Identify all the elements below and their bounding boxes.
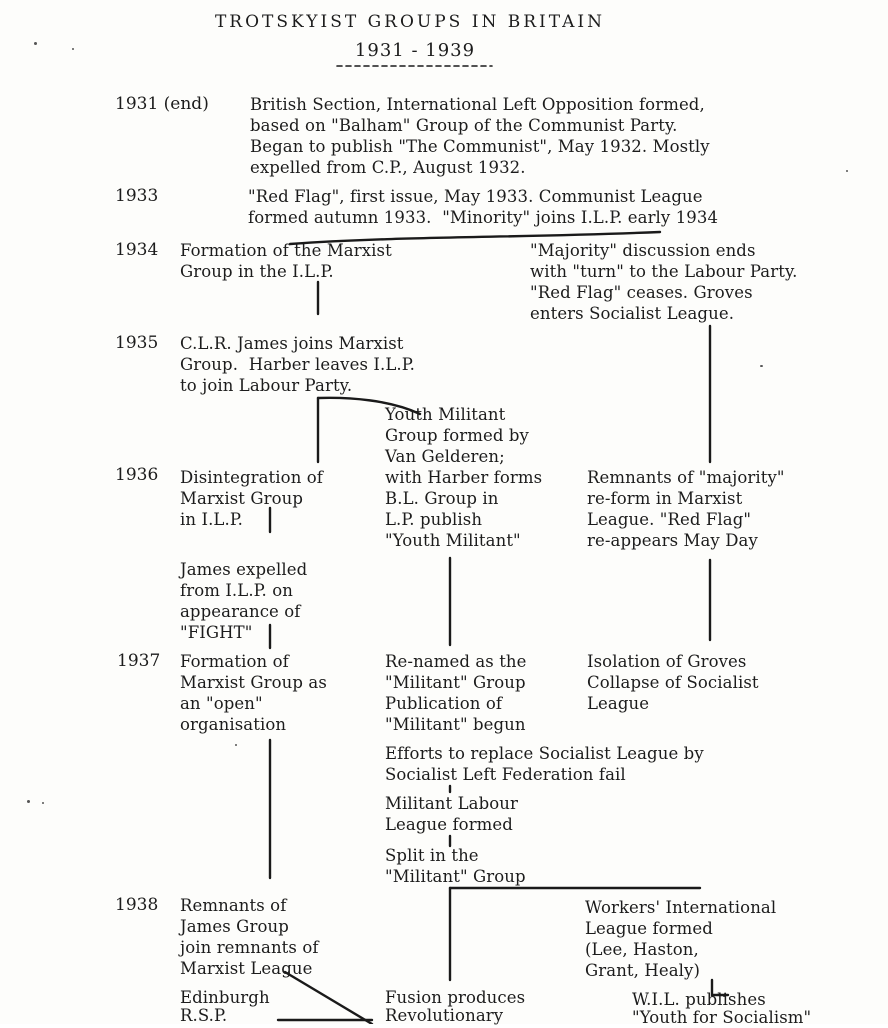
edinburgh-diagonal [285,972,372,1024]
entry-1934-majority: "Majority" discussion ends [530,241,756,260]
entry-1934-marxist-group: Group in the I.L.P. [180,262,334,281]
entry-efforts: Efforts to replace Socialist League by [385,744,704,763]
year-1935: 1935 [115,333,159,353]
page-title: TROTSKYIST GROUPS IN BRITAIN [214,12,606,32]
entry-1937-open-organisation: Formation of [180,652,289,671]
entry-1938-remnants: James Group [180,917,289,936]
entry-james-expelled: appearance of [180,602,301,621]
entry-1936-disintegration: Disintegration of [180,468,324,487]
entry-1937-groves: Collapse of Socialist [587,673,759,692]
entry-youth-militant: Van Gelderen; [385,447,505,466]
entry-youth-militant: "Youth Militant" [385,531,521,550]
entry-edinburgh: R.S.P. [180,1006,228,1025]
entry-1935-james: to join Labour Party. [180,376,353,395]
entry-1938-remnants: Marxist League [180,959,313,978]
entry-james-expelled: from I.L.P. on [180,581,293,600]
entry-1937-militant-group: "Militant" begun [385,715,526,734]
scan-speck [27,800,30,803]
entry-1938-wil: (Lee, Haston, [585,940,699,959]
entry-fusion: Revolutionary [385,1006,504,1025]
entry-1937-open-organisation: organisation [180,715,287,734]
entry-fusion: Fusion produces [385,988,526,1007]
entry-1935-james: Group. Harber leaves I.L.P. [180,355,415,374]
entry-1933-line: formed autumn 1933. "Minority" joins I.L.P. early 1934 [248,208,719,227]
wil-publishes-line [712,980,728,995]
entry-1933-line: "Red Flag", first issue, May 1933. Communist League [248,187,703,206]
scan-speck [42,802,44,804]
entry-youth-militant: B.L. Group in [385,489,499,508]
entry-1938-wil: Grant, Healy) [585,961,700,980]
year-1934: 1934 [115,240,159,260]
scan-speck [72,48,74,50]
scan-speck [846,170,848,172]
entry-1937-groves: League [587,694,650,713]
entry-james-expelled: James expelled [180,560,308,579]
branch-1935 [318,398,420,414]
entry-1937-militant-group: "Militant" Group [385,673,526,692]
entry-1937-open-organisation: Marxist Group as [180,673,327,692]
year-1931: 1931 (end) [115,94,209,114]
entry-efforts: Socialist Left Federation fail [385,765,626,784]
entry-split: Split in the [385,846,479,865]
entry-1934-majority: "Red Flag" ceases. Groves [530,283,753,302]
entry-1938-remnants: Remnants of [180,896,287,915]
entry-1938-remnants: join remnants of [180,938,319,957]
entry-1936-remnants: League. "Red Flag" [587,510,752,529]
entry-1934-majority: enters Socialist League. [530,304,735,323]
entry-1936-disintegration: in I.L.P. [180,510,244,529]
entry-split: "Militant" Group [385,867,526,886]
entry-1938-wil: League formed [585,919,713,938]
scan-speck [760,365,763,367]
year-1936: 1936 [115,465,159,485]
entry-militant-labour-league: Militant Labour [385,794,519,813]
entry-youth-militant: Youth Militant [385,405,506,424]
entry-1931-line: British Section, International Left Opposition formed, [250,95,705,114]
entry-1936-remnants: re-form in Marxist [587,489,743,508]
year-1933: 1933 [115,186,159,206]
entry-youth-militant: with Harber forms [385,468,543,487]
entry-1937-militant-group: Publication of [385,694,503,713]
entry-youth-militant: Group formed by [385,426,529,445]
entry-1937-groves: Isolation of Groves [587,652,747,671]
scan-speck [34,42,37,45]
entry-youth-militant: L.P. publish [385,510,483,529]
entry-james-expelled: "FIGHT" [180,623,253,642]
entry-1931-line: expelled from C.P., August 1932. [250,158,526,177]
entry-1937-militant-group: Re-named as the [385,652,527,671]
page-subtitle: 1931 - 1939 [354,40,476,61]
entry-edinburgh: Edinburgh [180,988,270,1007]
entry-1937-open-organisation: an "open" [180,694,263,713]
entry-militant-labour-league: League formed [385,815,513,834]
scan-speck [235,744,237,746]
entry-1936-remnants: Remnants of "majority" [587,468,785,487]
entry-1935-james: C.L.R. James joins Marxist [180,334,404,353]
entry-wil-publishes: W.I.L. publishes [632,990,766,1009]
year-1938: 1938 [115,895,159,915]
entry-wil-publishes: "Youth for Socialism" [632,1008,812,1027]
entry-1936-remnants: re-appears May Day [587,531,758,550]
entry-1938-wil: Workers' International [585,898,777,917]
entry-1931-line: based on "Balham" Group of the Communist Party. [250,116,678,135]
entry-1934-majority: with "turn" to the Labour Party. [530,262,798,281]
split-line-1934 [290,232,660,244]
entry-1934-marxist-group: Formation of the Marxist [180,241,392,260]
year-1937: 1937 [117,651,161,671]
entry-1931-line: Began to publish "The Communist", May 1932. Mostly [250,137,710,156]
entry-1936-disintegration: Marxist Group [180,489,304,508]
